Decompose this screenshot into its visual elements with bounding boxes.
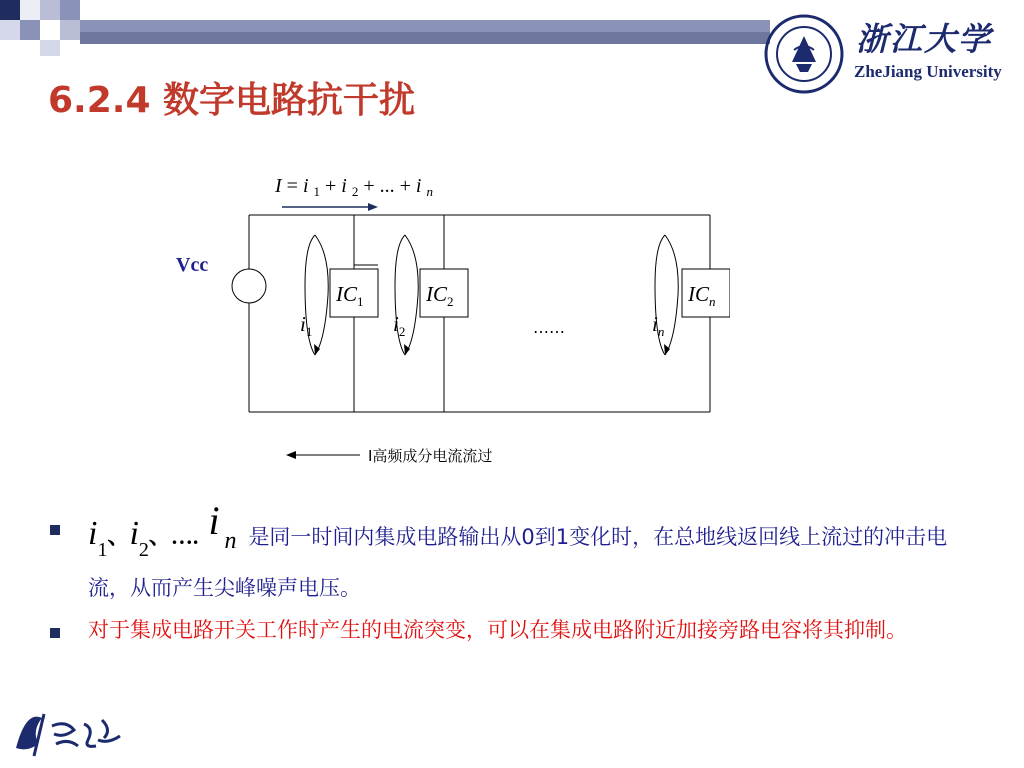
equation xyxy=(274,175,433,201)
math-sep-2: 、…. xyxy=(148,524,199,549)
ic-box-n xyxy=(682,265,730,317)
math-i1: $i_1$ xyxy=(88,515,108,561)
svg-text:in: $i_n$ xyxy=(652,312,665,339)
svg-text:i2: $i_2$ xyxy=(393,312,406,339)
bullet-text-2: 对于集成电路开关工作时产生的电流突变，可以在集成电路附近加接旁路电容将其抑制。 xyxy=(88,618,907,642)
math-sep-1: 、 xyxy=(107,524,130,549)
vcc-label: Vcc xyxy=(176,254,209,276)
university-name-cn: 浙江大学 xyxy=(856,20,993,58)
university-seal-logo xyxy=(764,14,844,94)
bullet-item-2 xyxy=(46,611,976,649)
bullet-marker xyxy=(50,525,60,535)
university-name-en: ZheJiang University xyxy=(854,62,1002,81)
svg-text:IC2: $IC_2$ xyxy=(426,282,454,309)
ic-box-1 xyxy=(330,265,378,317)
current-label-1: i xyxy=(300,312,306,336)
bullet-list xyxy=(46,498,976,649)
eq-t2: + xyxy=(325,175,342,197)
branch-ellipsis: …… xyxy=(533,318,565,337)
current-label-n: i xyxy=(652,312,658,336)
eq-t7: n xyxy=(426,184,433,199)
svg-text:ICn: $IC_n$ xyxy=(688,282,716,309)
bullet-text-1: 是同一时间内集成电路输出从0到1变化时，在总地线返回线上流过的冲击电流，从而产生尖峰噪声电压。 xyxy=(88,525,948,600)
circuit-diagram xyxy=(170,165,730,470)
math-in: i n xyxy=(208,498,237,554)
eq-t0: i xyxy=(302,175,309,197)
bottom-arrow-label: I高频成分电流流过 xyxy=(368,447,493,465)
bullet-marker xyxy=(50,628,60,638)
eq-t5: + ... + xyxy=(363,175,416,197)
eq-t4: 2 xyxy=(351,184,359,199)
ic-label-n: IC xyxy=(688,282,709,306)
eq-t6: i xyxy=(415,175,422,197)
eq-lhs: I xyxy=(275,175,282,197)
bullet-item-1 xyxy=(46,498,976,607)
current-label-2: i xyxy=(393,312,399,336)
ic-label-1: IC xyxy=(336,282,357,306)
eq-eq: = xyxy=(286,175,303,197)
page-title: 6.2.4 数字电路抗干扰 xyxy=(48,80,416,121)
math-i2: $i_2$ xyxy=(129,515,149,561)
vcc-source-symbol xyxy=(232,269,266,303)
svg-text:i1: $i_1$ xyxy=(300,312,313,339)
motto-calligraphy-logo xyxy=(8,700,128,762)
eq-t1: 1 xyxy=(313,184,321,199)
svg-text:IC1: $IC_1$ xyxy=(336,282,364,309)
eq-t3: i xyxy=(341,175,347,197)
ic-box-2 xyxy=(420,269,468,317)
ic-label-2: IC xyxy=(426,282,447,306)
